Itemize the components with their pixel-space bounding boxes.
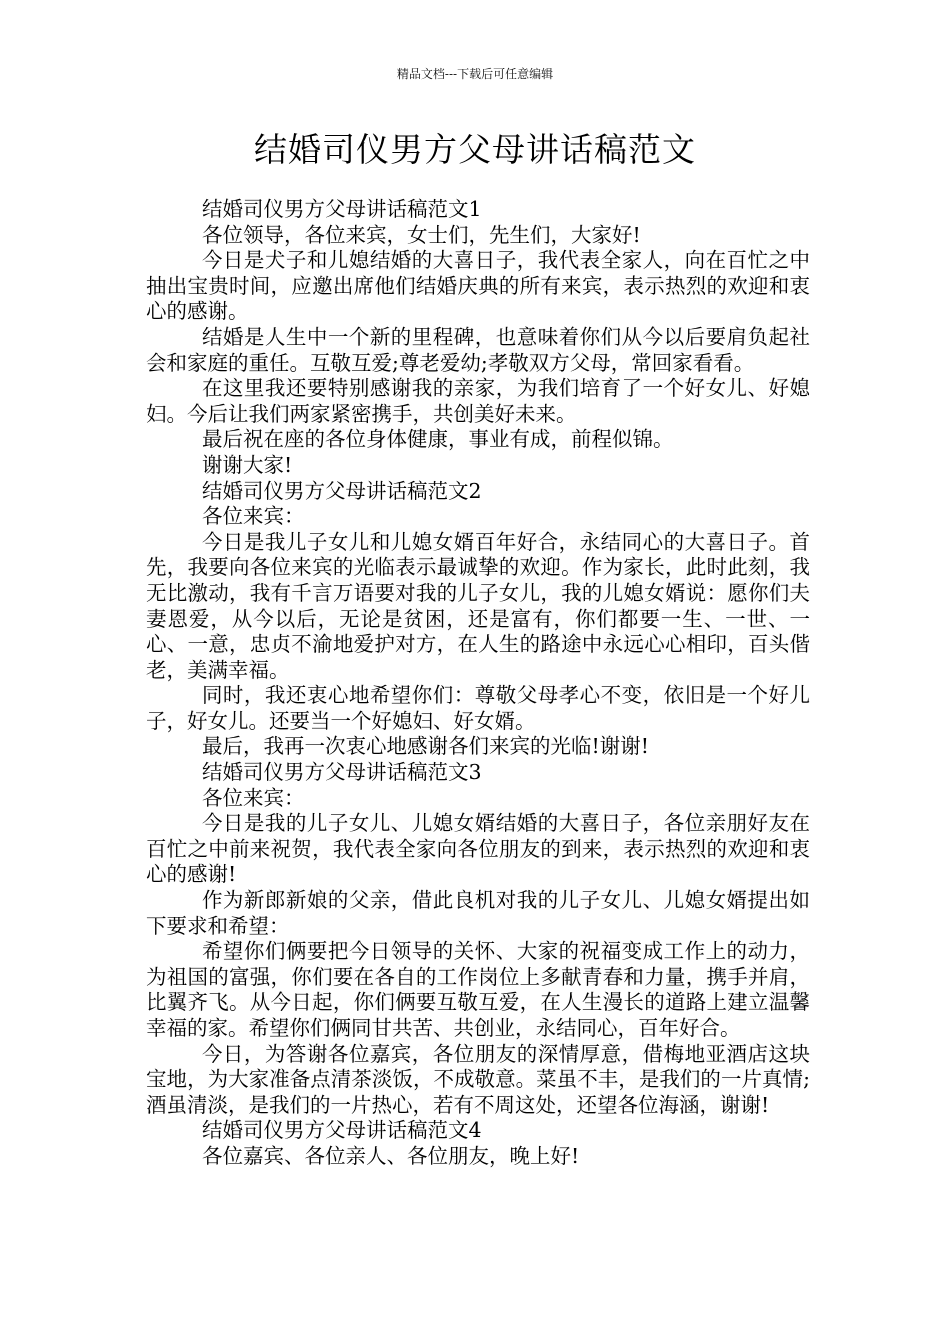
paragraph: 谢谢大家! [201,452,293,477]
paragraph: 结婚是人生中一个新的里程碑，也意味着你们从今以后要肩负起社会和家庭的重任。互敬互爱;尊老爱幼;孝敬双方父母，常回家看看。 [146,324,810,375]
paragraph: 今日，为答谢各位嘉宾，各位朋友的深情厚意，借梅地亚酒店这块宝地，为大家准备点清茶淡饭，不成敬意。菜虽不丰，是我们的一片真情;酒虽清淡，是我们的一片热心，若有不周这处，还望各位海涵，谢谢! [146,1041,810,1117]
paragraph: 最后祝在座的各位身体健康，事业有成，前程似锦。 [201,427,674,452]
paragraph: 作为新郎新娘的父亲，借此良机对我的儿子女儿、儿媳女婿提出如下要求和希望： [146,888,810,938]
document-body [146,197,810,1170]
paragraph: 在这里我还要特别感谢我的亲家，为我们培育了一个好女儿、好媳妇。今后让我们两家紧密携手，共创美好未来。 [146,376,810,426]
paragraph: 各位来宾： [201,504,305,529]
paragraph: 各位嘉宾、各位亲人、各位朋友，晚上好! [201,1143,580,1168]
paragraph: 今日是我的儿子女儿、儿媳女婿结婚的大喜日子，各位亲朋好友在百忙之中前来祝贺，我代表全家向各位朋友的到来，表示热烈的欢迎和衷心的感谢! [146,811,810,887]
section-heading-3: 结婚司仪男方父母讲话稿范文3 [201,760,482,785]
paragraph: 同时，我还衷心地希望你们：尊敬父母孝心不变，依旧是一个好儿子，好女儿。还要当一个好媳妇、好女婿。 [146,683,810,733]
section-heading-4: 结婚司仪男方父母讲话稿范文4 [201,1118,482,1143]
section-heading-1: 结婚司仪男方父母讲话稿范文1 [201,197,482,221]
paragraph: 各位来宾： [201,785,305,810]
paragraph: 今日是我儿子女儿和儿媳女婿百年好合，永结同心的大喜日子。首先，我要向各位来宾的光临表示最诚挚的欢迎。作为家长，此时此刻，我无比激动，我有千言万语要对我的儿子女儿，我的儿媳女婿说：愿你们夫妻恩爱，从今以后，无论是贫困，还是富有，你们都要一生、一世、一心、一意，忠贞不渝地爱护对方，在人生的路途中永远心心相印，百头偕老，美满幸福。 [146,529,810,682]
section-heading-2: 结婚司仪男方父母讲话稿范文2 [201,478,482,503]
paragraph: 最后，我再一次衷心地感谢各们来宾的光临!谢谢! [201,734,649,759]
document-title: 结婚司仪男方父母讲话稿范文 [254,130,696,169]
paragraph: 各位领导，各位来宾，女士们，先生们，大家好! [201,222,641,247]
paragraph: 希望你们俩要把今日领导的关怀、大家的祝福变成工作上的动力，为祖国的富强，你们要在各自的工作岗位上多献青春和力量，携手并肩，比翼齐飞。从今日起，你们俩要互敬互爱，在人生漫长的道路上建立温馨幸福的家。希望你们俩同甘共苦、共创业，永结同心，百年好合。 [146,939,810,1040]
page-header: 精品文档---下载后可任意编辑 [396,67,554,81]
paragraph: 今日是犬子和儿媳结婚的大喜日子，我代表全家人，向在百忙之中抽出宝贵时间，应邀出席他们结婚庆典的所有来宾，表示热烈的欢迎和衷心的感谢。 [146,248,810,324]
